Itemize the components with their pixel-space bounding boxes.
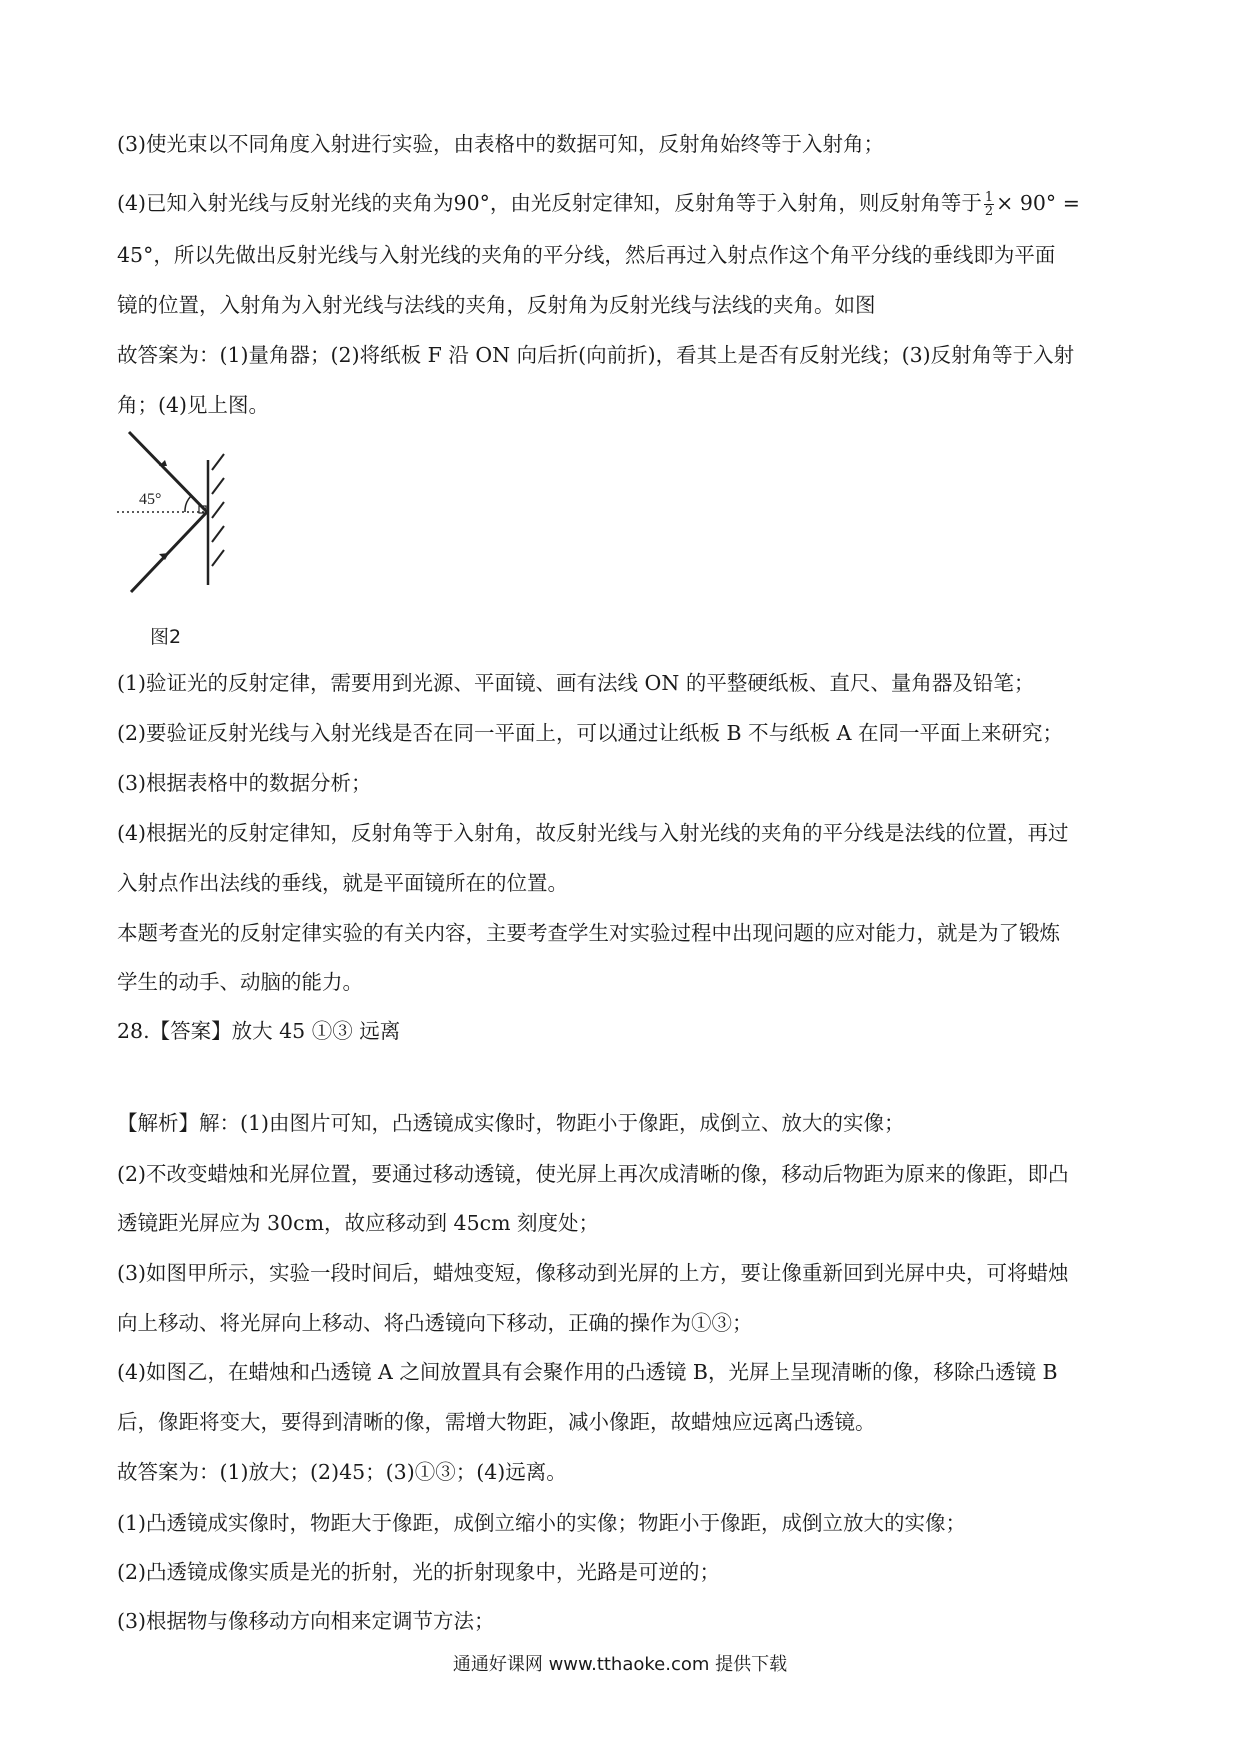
text-line: 【解析】解：(1)由图片可知，凸透镜成实像时，物距小于像距，成倒立、放大的实像； xyxy=(117,1111,905,1135)
text-line: (1)验证光的反射定律，需要用到光源、平面镜、画有法线 ON 的平整硬纸板、直尺、量角器及铅笔； xyxy=(117,671,1035,695)
reflection-diagram xyxy=(117,420,257,620)
page-footer: 通通好课网 www.tthaoke.com 提供下载 xyxy=(452,1654,788,1675)
mirror-hatch xyxy=(212,454,224,470)
mirror-hatch xyxy=(212,550,224,566)
text-line: (3)如图甲所示，实验一段时间后，蜡烛变短，像移动到光屏的上方，要让像重新回到光屏中央，可将蜡烛 xyxy=(117,1261,1069,1285)
fraction-numerator: 1 xyxy=(984,190,994,205)
mirror-hatch xyxy=(212,526,224,542)
angle-label: 45° xyxy=(139,491,162,508)
fraction xyxy=(984,191,994,218)
text-line: (4)根据光的反射定律知，反射角等于入射角，故反射光线与入射光线的夹角的平分线是法线的位置，再过 xyxy=(117,821,1069,845)
text-fragment: × 90° = xyxy=(996,191,1080,215)
figure-caption: 图2 xyxy=(150,626,182,648)
mirror-hatch xyxy=(212,478,224,494)
text-line: 故答案为：(1)量角器；(2)将纸板 F 沿 ON 向后折(向前折)，看其上是否有反射光线；(3)反射角等于入射 xyxy=(117,343,1075,367)
text-fragment: (4)已知入射光线与反射光线的夹角为90°，由光反射定律知，反射角等于入射角，则反射角等于 xyxy=(117,191,982,215)
text-line: 入射点作出法线的垂线，就是平面镜所在的位置。 xyxy=(117,871,568,895)
text-line: (2)要验证反射光线与入射光线是否在同一平面上，可以通过让纸板 B 不与纸板 A 在同一平面上来研究； xyxy=(117,721,1063,745)
text-line: 角；(4)见上图。 xyxy=(117,393,270,417)
text-line: (3)根据物与像移动方向相来定调节方法； xyxy=(117,1609,495,1633)
text-line: 45°，所以先做出反射光线与入射光线的夹角的平分线，然后再过入射点作这个角平分线的垂线即为平面 xyxy=(117,243,1056,267)
text-line: (3)根据表格中的数据分析； xyxy=(117,771,372,795)
text-line: 故答案为：(1)放大；(2)45；(3)①③；(4)远离。 xyxy=(117,1460,567,1484)
text-line: (1)凸透镜成实像时，物距大于像距，成倒立缩小的实像；物距小于像距，成倒立放大的实像； xyxy=(117,1511,967,1535)
text-line: 后，像距将变大，要得到清晰的像，需增大物距，减小像距，故蜡烛应远离凸透镜。 xyxy=(117,1410,876,1434)
fraction-denominator: 2 xyxy=(984,204,994,219)
text-line: (3)使光束以不同角度入射进行实验，由表格中的数据可知，反射角始终等于入射角； xyxy=(117,132,885,156)
text-line: (2)凸透镜成像实质是光的折射，光的折射现象中，光路是可逆的； xyxy=(117,1560,721,1584)
text-line xyxy=(117,188,1080,218)
text-line: 透镜距光屏应为 30cm，故应移动到 45cm 刻度处； xyxy=(117,1211,600,1235)
text-line: 镜的位置，入射角为入射光线与法线的夹角，反射角为反射光线与法线的夹角。如图 xyxy=(117,293,876,317)
answer-heading: 28.【答案】放大 45 ①③ 远离 xyxy=(117,1019,401,1043)
text-line: (4)如图乙，在蜡烛和凸透镜 A 之间放置具有会聚作用的凸透镜 B，光屏上呈现清晰的像，移除凸透镜 B xyxy=(117,1360,1058,1384)
mirror-hatch xyxy=(212,502,224,518)
text-line: 本题考查光的反射定律实验的有关内容，主要考查学生对实验过程中出现问题的应对能力，就是为了锻炼 xyxy=(117,921,1060,945)
text-line: (2)不改变蜡烛和光屏位置，要通过移动透镜，使光屏上再次成清晰的像，移动后物距为原来的像距，即凸 xyxy=(117,1162,1069,1186)
text-line: 向上移动、将光屏向上移动、将凸透镜向下移动，正确的操作为①③； xyxy=(117,1311,753,1335)
text-line: 学生的动手、动脑的能力。 xyxy=(117,970,363,994)
reflection-diagram-svg xyxy=(117,420,257,620)
angle-arc xyxy=(185,496,191,512)
reflected-ray xyxy=(131,512,207,592)
